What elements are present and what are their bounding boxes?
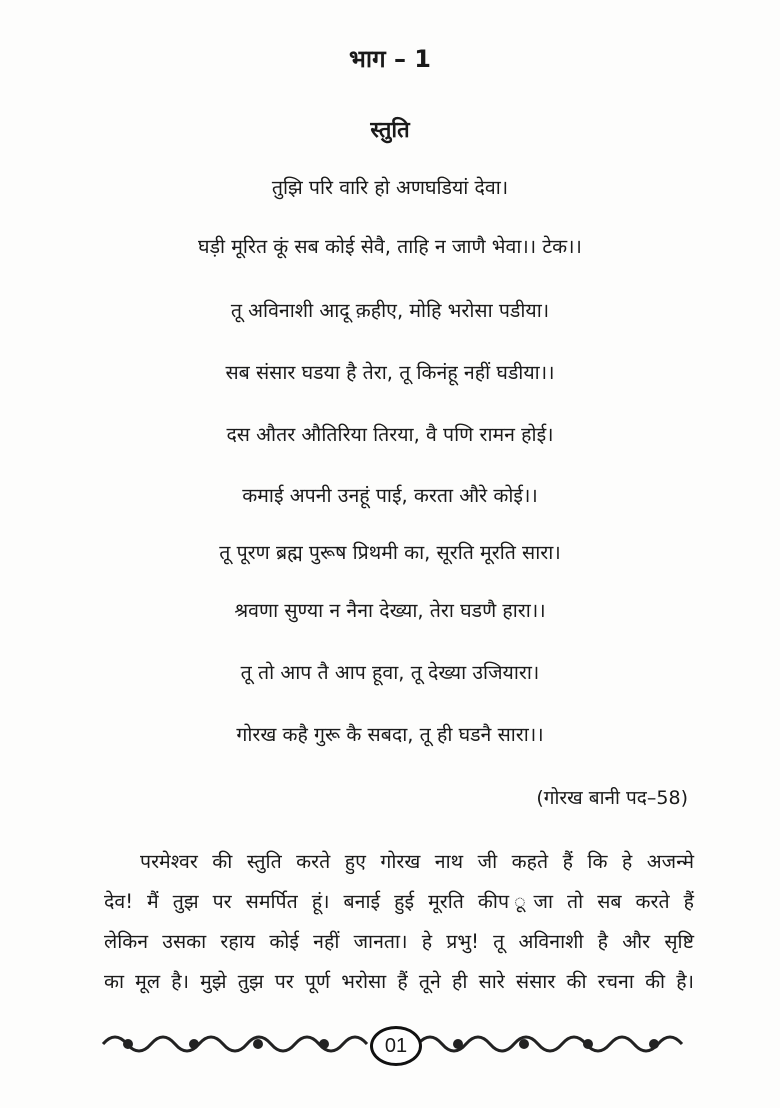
verse-line: तुझि परि वारि हो अणघडियां देवा।	[271, 176, 509, 199]
verse-line: कमाई अपनी उनहूं पाई, करता औरे कोई।।	[242, 484, 538, 507]
verse-line: दस औतर औतिरिया तिरया, वै पणि रामन होई।	[226, 423, 554, 446]
page-number: 01	[370, 1026, 422, 1066]
part-title: भाग – 1	[348, 45, 431, 73]
verse-line: घड़ी मूरित कूं सब कोई सेवै, ताहि न जाणै भेवा।। टेक।।	[198, 235, 582, 258]
verse-line: तू तो आप तै आप हूवा, तू देख्या उजियारा।	[240, 661, 540, 684]
verse-line: गोरख कहै गुरू कै सबदा, तू ही घडनै सारा।।	[236, 723, 544, 746]
paragraph-line: देव! मैं तुझ पर समर्पित हूं। बनाई हुई मूरति कीप ूजा तो सब करते हैं	[104, 890, 694, 913]
verse-line: तू पूरण ब्रह्म पुरूष प्रिथमी का, सूरति मूरति सारा।	[219, 541, 561, 564]
verse-line: तू अविनाशी आदू क़हीए, मोहि भरोसा पडीया।	[230, 299, 550, 322]
paragraph-line: लेकिन उसका रहाय कोई नहीं जानता। हे प्रभु! तू अविनाशी है और सृष्टि	[104, 930, 694, 953]
paragraph-line: परमेश्वर की स्तुति करते हुए गोरख नाथ जी कहते हैं कि हे अजन्मे	[140, 850, 694, 873]
verse-reference: (गोरख बानी पद–58)	[536, 787, 688, 809]
verse-line: श्रवणा सुण्या न नैना देख्या, तेरा घडणै हारा।।	[234, 599, 546, 622]
paragraph-line: का मूल है। मुझे तुझ पर पूर्ण भरोसा हैं तूने ही सारे संसार की रचना की है।	[104, 970, 694, 993]
section-title: स्तुति	[370, 118, 410, 143]
commentary-paragraph	[104, 842, 694, 1002]
verse-line: सब संसार घडया है तेरा, तू किनंहू नहीं घडीया।।	[225, 361, 555, 384]
